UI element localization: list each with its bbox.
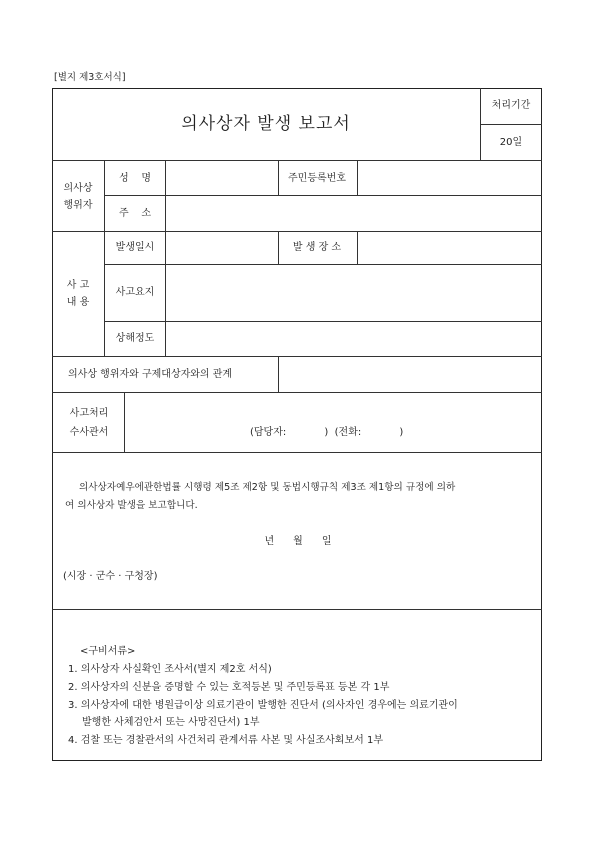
injury-field[interactable] — [166, 322, 541, 355]
name-field[interactable] — [166, 161, 277, 194]
datetime-field[interactable] — [166, 232, 277, 263]
name-label: 성 명 — [118, 173, 152, 184]
datetime-label: 발생일시 — [115, 242, 155, 253]
address-label: 주 소 — [118, 208, 152, 219]
page-title: 의사상자 발생 보고서 — [181, 114, 351, 134]
document-item: 4. 검찰 또는 경찰관서의 사건처리 관계서류 사본 및 사실조사회보서 1부 — [68, 735, 383, 746]
documents-heading: <구비서류> — [80, 646, 136, 657]
injury-label: 상해정도 — [115, 333, 155, 344]
report-date: 년 월 일 — [264, 536, 332, 547]
resident-id-label: 주민등록번호 — [288, 173, 346, 184]
investigation-header-line2: 수사관서 — [69, 427, 109, 438]
divider — [278, 160, 279, 195]
divider — [52, 452, 542, 453]
processing-period-value: 20일 — [499, 137, 523, 148]
address-field[interactable] — [166, 196, 541, 230]
document-item-continued: 발행한 사체검안서 또는 사망진단서) 1부 — [82, 717, 260, 728]
contact-info: (담당자: ) (전화: ) — [250, 427, 404, 438]
investigation-field[interactable] — [125, 393, 541, 451]
declaration-line2: 여 의사상자 발생을 보고합니다. — [65, 500, 198, 511]
summary-label: 사고요지 — [115, 287, 155, 298]
relation-field[interactable] — [279, 357, 541, 391]
divider — [278, 231, 279, 264]
actor-header-line1: 의사상 — [63, 183, 93, 194]
resident-id-field[interactable] — [358, 161, 541, 194]
signer-label: (시장 · 군수 · 구청장) — [63, 571, 158, 582]
declaration-line1: 의사상자예우에관한법률 시행령 제5조 제2항 및 동법시행규칙 제3조 제1항의 규정에 의하 — [79, 482, 456, 493]
divider — [480, 124, 542, 125]
document-item: 1. 의사상자 사실확인 조사서(별지 제2호 서식) — [68, 664, 272, 675]
document-item: 3. 의사상자에 대한 병원급이상 의료기관이 발행한 진단서 (의사자인 경우에는 의료기관이 — [68, 700, 458, 711]
divider — [480, 88, 481, 160]
divider — [52, 609, 542, 610]
incident-header-line1: 사 고 — [66, 280, 90, 291]
place-field[interactable] — [358, 232, 541, 263]
relation-label: 의사상 행위자와 구제대상자와의 관계 — [68, 369, 233, 380]
actor-header-line2: 행위자 — [63, 200, 93, 211]
place-label: 발 생 장 소 — [292, 242, 342, 253]
investigation-header-line1: 사고처리 — [69, 408, 109, 419]
document-item: 2. 의사상자의 신분을 증명할 수 있는 호적등본 및 주민등록표 등본 각 1부 — [68, 682, 390, 693]
divider — [104, 160, 105, 356]
form-number-label: [별지 제3호서식] — [54, 72, 126, 83]
processing-period-label: 처리기간 — [491, 100, 531, 111]
summary-field[interactable] — [166, 265, 541, 320]
incident-header-line2: 내 용 — [66, 297, 90, 308]
